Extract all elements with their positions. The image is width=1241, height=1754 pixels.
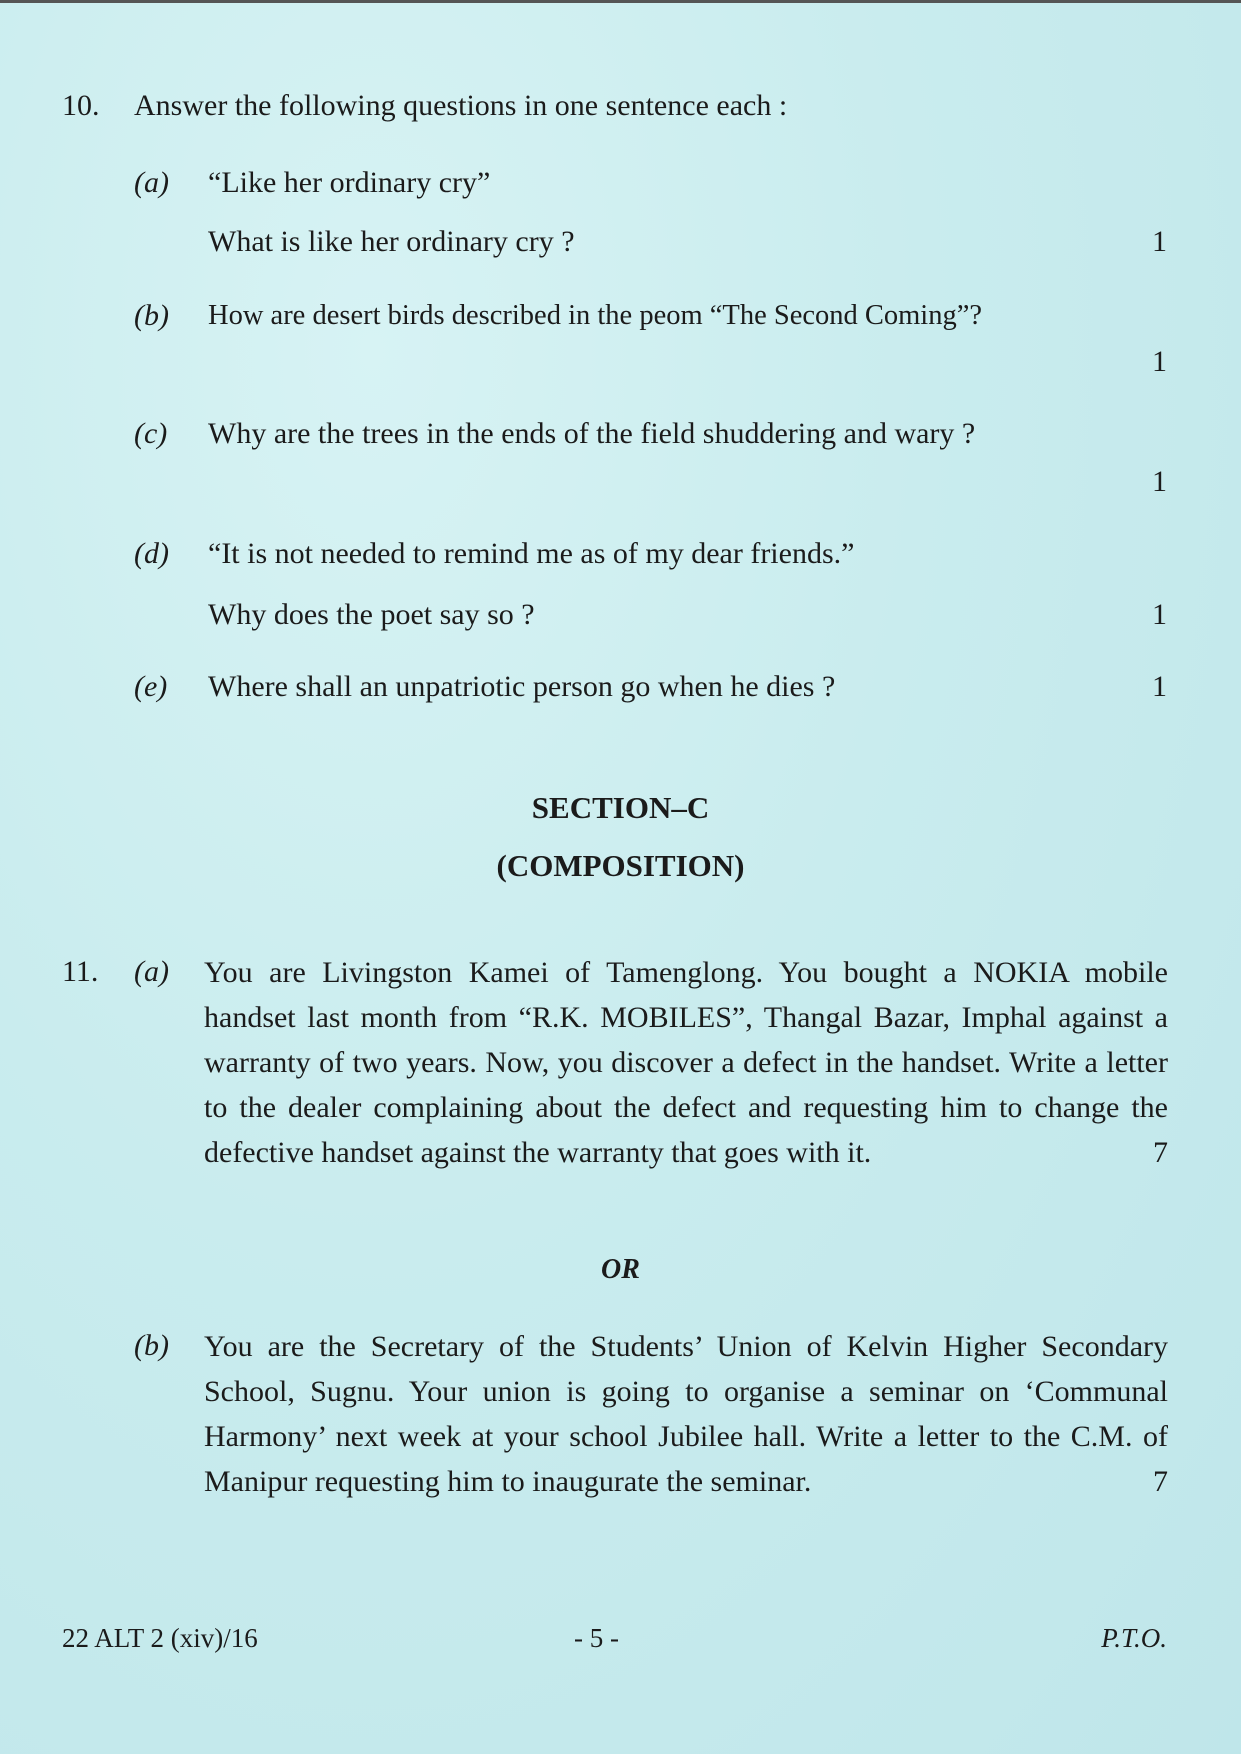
q10-part-b-label: (b) xyxy=(134,299,169,332)
section-title: SECTION–C xyxy=(531,790,710,825)
page-number: - 5 - xyxy=(574,1623,619,1653)
q10-part-d-question: Why does the poet say so ? xyxy=(208,598,535,631)
or-separator: OR xyxy=(601,1254,640,1285)
q11-part-b-body: You are the Secretary of the Students’ Union of Kelvin Higher Secondary School, Sugnu. Your union is going to organise a seminar on ‘Communal Harmony’ next week at your school Jubilee hall. Write a letter to the C.M. of Manipur requesting him to inaugurate the seminar. xyxy=(204,1330,1168,1498)
q10-part-c-marks: 1 xyxy=(1152,465,1167,498)
please-turn-over: P.T.O. xyxy=(1101,1623,1167,1653)
q11-part-a-label: (a) xyxy=(134,955,169,988)
q10-part-d-label: (d) xyxy=(134,537,169,570)
question-10-instruction: Answer the following questions in one sentence each : xyxy=(134,89,788,122)
q10-part-b-question: How are desert birds described in the peom “The Second Coming”? xyxy=(208,300,983,331)
q10-part-a-quote: “Like her ordinary cry” xyxy=(208,166,491,199)
q11-part-b-label: (b) xyxy=(134,1329,169,1362)
q10-part-c-label: (c) xyxy=(134,417,168,450)
question-10-number: 10. xyxy=(62,89,100,122)
q10-part-e-label: (e) xyxy=(134,670,168,703)
q10-part-d-marks: 1 xyxy=(1152,598,1167,631)
q10-part-b-marks: 1 xyxy=(1152,345,1167,378)
q10-part-e-marks: 1 xyxy=(1152,670,1167,703)
q11-part-b-text xyxy=(204,1324,1168,1504)
question-11-number: 11. xyxy=(62,955,99,988)
q11-part-a-body: You are Livingston Kamei of Tamenglong. You bought a NOKIA mobile handset last month from “R.K. MOBILES”, Thangal Bazar, Imphal against a warranty of two years. Now, you discover a defect in the handset. Write a letter to the dealer complaining about the defect and requesting him to change the defective handset against the warranty that goes with it. xyxy=(204,956,1168,1169)
q10-part-d-quote: “It is not needed to remind me as of my dear friends.” xyxy=(208,537,855,570)
section-subtitle: (COMPOSITION) xyxy=(496,848,745,883)
q10-part-e-question: Where shall an unpatriotic person go when he dies ? xyxy=(208,670,836,703)
q10-part-a-label: (a) xyxy=(134,166,169,199)
q11-part-b-marks: 7 xyxy=(1153,1465,1168,1498)
q10-part-a-question: What is like her ordinary cry ? xyxy=(208,225,575,258)
q11-part-a-marks: 7 xyxy=(1153,1136,1168,1169)
q11-part-a-text xyxy=(204,950,1168,1175)
paper-code: 22 ALT 2 (xiv)/16 xyxy=(62,1623,258,1653)
q10-part-c-question: Why are the trees in the ends of the field shuddering and wary ? xyxy=(208,417,976,450)
q10-part-a-marks: 1 xyxy=(1152,225,1167,258)
